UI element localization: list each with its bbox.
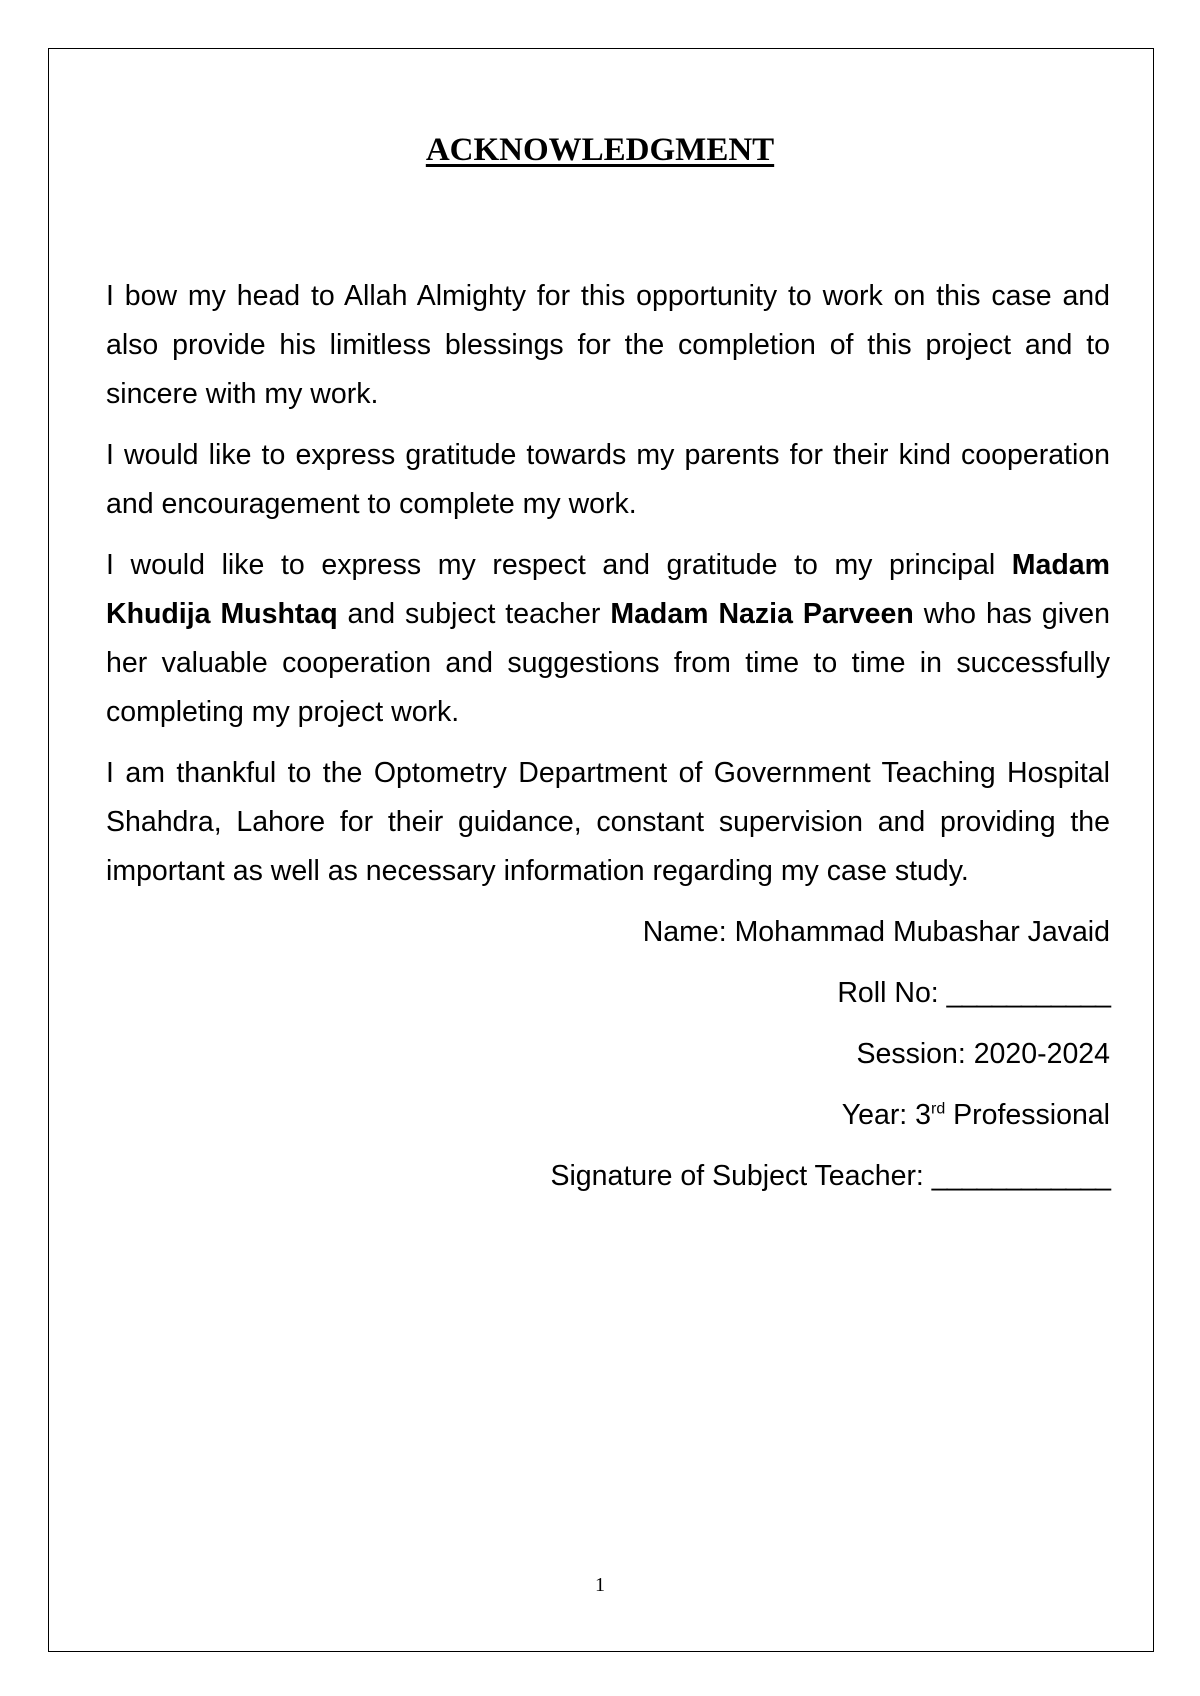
paragraph-2: I would like to express gratitude towards my parents for their kind cooperation and encouragement to complete my work. <box>106 439 1110 520</box>
name-line <box>106 908 1110 957</box>
paragraph-1: I bow my head to Allah Almighty for this opportunity to work on this case and also provide his limitless blessings for the completion of this project and to sincere with my work. <box>106 280 1110 410</box>
session-line <box>106 1030 1110 1079</box>
year-number: 3 <box>915 1099 931 1131</box>
paragraph-3-text-c: who has given her valuable cooperation and suggestions from time to time in successfully completing my project work. <box>106 598 1110 728</box>
year-value: Professional <box>945 1099 1110 1131</box>
paragraph-3-text-a: I would like to express my respect and gratitude to my principal <box>106 549 1012 581</box>
signature-block <box>106 908 1110 1201</box>
teacher-signature-label: Signature of Subject Teacher: <box>550 1160 932 1192</box>
year-ordinal-suffix: rd <box>931 1100 946 1118</box>
teacher-signature-line <box>106 1152 1110 1201</box>
name-label: Name: <box>642 916 735 948</box>
session-value: 2020-2024 <box>973 1038 1110 1070</box>
paragraph-3 <box>106 541 1110 737</box>
session-label: Session: <box>856 1038 974 1070</box>
roll-no-blank: ___________ <box>946 977 1110 1009</box>
page-title: ACKNOWLEDGMENT <box>425 132 775 168</box>
year-label: Year: <box>841 1099 916 1131</box>
subject-teacher-name: Madam Nazia Parveen <box>610 598 914 630</box>
acknowledgment-body <box>106 272 1110 1213</box>
teacher-signature-blank: ____________ <box>931 1160 1110 1192</box>
paragraph-3-text-b: and subject teacher <box>337 598 611 630</box>
principal-name: Madam Khudija Mushtaq <box>106 549 1110 630</box>
year-line <box>106 1091 1110 1140</box>
paragraph-4: I am thankful to the Optometry Department of Government Teaching Hospital Shahdra, Lahore for their guidance, constant supervision and providing the important as well as necessary information regarding my case study. <box>106 757 1110 887</box>
page-number: 1 <box>595 1574 605 1596</box>
name-value: Mohammad Mubashar Javaid <box>734 916 1110 948</box>
roll-no-line <box>106 969 1110 1018</box>
roll-no-label: Roll No: <box>837 977 947 1009</box>
